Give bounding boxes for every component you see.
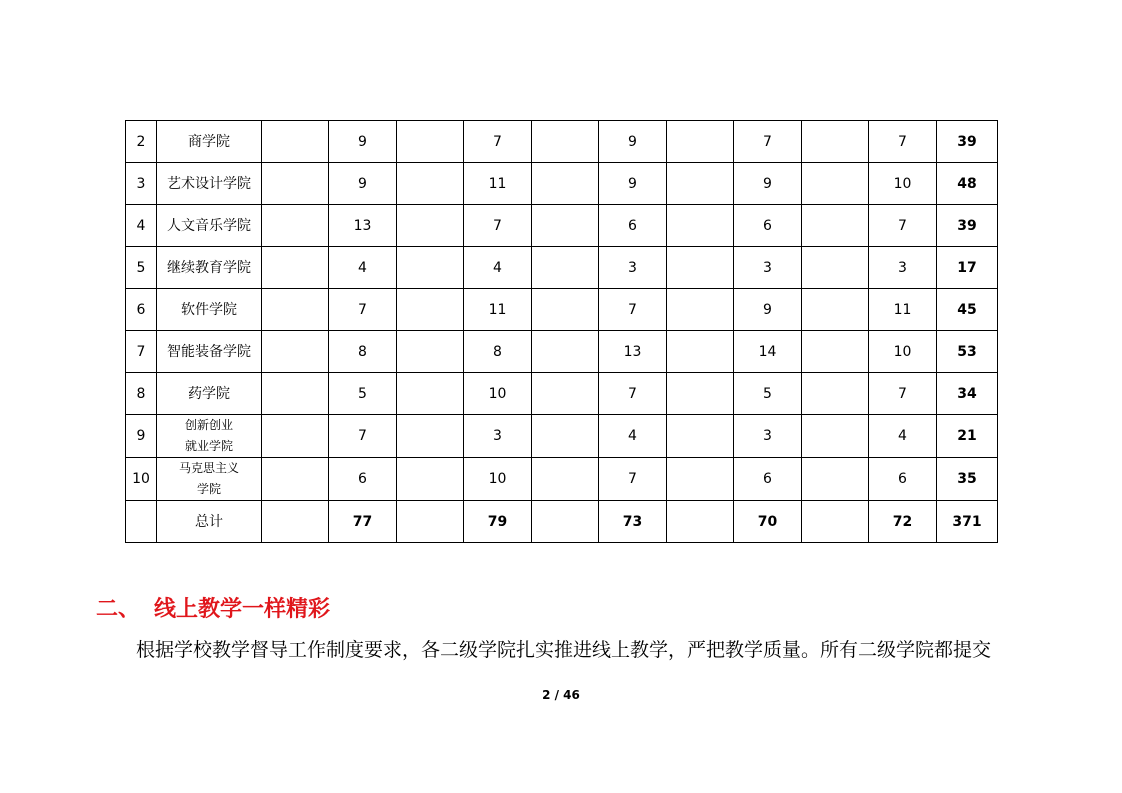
table-cell — [802, 331, 869, 373]
college-name — [157, 458, 262, 501]
table-cell — [262, 247, 329, 289]
table-cell — [532, 289, 599, 331]
section-heading — [96, 592, 330, 623]
row-total: 45 — [937, 289, 998, 331]
table-cell: 9 — [599, 163, 667, 205]
college-name: 智能装备学院 — [157, 331, 262, 373]
table-cell: 9 — [734, 163, 802, 205]
table-cell: 6 — [599, 205, 667, 247]
row-total: 53 — [937, 331, 998, 373]
table-cell: 6 — [734, 205, 802, 247]
table-cell — [532, 331, 599, 373]
table-cell — [532, 205, 599, 247]
college-name: 药学院 — [157, 373, 262, 415]
table-cell — [397, 205, 464, 247]
table-cell — [262, 373, 329, 415]
table-cell: 11 — [464, 289, 532, 331]
column-total: 73 — [599, 501, 667, 543]
table-cell — [397, 331, 464, 373]
table-row — [126, 373, 998, 415]
table-cell: 10 — [869, 331, 937, 373]
row-number: 2 — [126, 121, 157, 163]
table-cell — [397, 289, 464, 331]
table-cell — [262, 289, 329, 331]
table-cell — [802, 373, 869, 415]
college-name: 艺术设计学院 — [157, 163, 262, 205]
table-cell — [262, 121, 329, 163]
row-total: 17 — [937, 247, 998, 289]
table-cell — [397, 373, 464, 415]
college-name-line-1: 创新创业 — [184, 418, 233, 432]
table-row — [126, 247, 998, 289]
column-total: 79 — [464, 501, 532, 543]
table-cell: 13 — [599, 331, 667, 373]
row-total: 35 — [937, 458, 998, 501]
table-cell — [262, 458, 329, 501]
college-name-line-2: 学院 — [196, 482, 221, 496]
table-cell: 3 — [599, 247, 667, 289]
table-cell — [532, 373, 599, 415]
table-cell: 13 — [329, 205, 397, 247]
table-cell — [802, 121, 869, 163]
table-cell — [397, 458, 464, 501]
table-cell — [532, 501, 599, 543]
body-paragraph: 根据学校教学督导工作制度要求，各二级学院扎实推进线上教学，严把教学质量。所有二级学院都提交 — [136, 639, 992, 661]
table-cell — [397, 247, 464, 289]
table-cell: 9 — [599, 121, 667, 163]
column-total: 70 — [734, 501, 802, 543]
table-cell: 3 — [734, 247, 802, 289]
page-number: 2 / 46 — [542, 688, 580, 702]
table-cell — [802, 458, 869, 501]
table-cell — [667, 458, 734, 501]
table-row — [126, 289, 998, 331]
row-number: 9 — [126, 415, 157, 458]
table-cell: 9 — [734, 289, 802, 331]
table-cell: 3 — [464, 415, 532, 458]
table-row — [126, 163, 998, 205]
table-cell: 5 — [329, 373, 397, 415]
statistics-table — [125, 120, 998, 543]
college-name: 软件学院 — [157, 289, 262, 331]
table-cell — [802, 163, 869, 205]
section-number: 二、 — [96, 597, 141, 622]
table-cell — [667, 205, 734, 247]
college-name: 商学院 — [157, 121, 262, 163]
table-cell — [667, 373, 734, 415]
table-cell: 3 — [734, 415, 802, 458]
table-cell — [802, 501, 869, 543]
column-total: 77 — [329, 501, 397, 543]
table-cell: 11 — [464, 163, 532, 205]
row-number: 7 — [126, 331, 157, 373]
row-number — [126, 501, 157, 543]
table-cell: 5 — [734, 373, 802, 415]
college-name: 人文音乐学院 — [157, 205, 262, 247]
table-cell: 7 — [329, 289, 397, 331]
table-cell: 4 — [329, 247, 397, 289]
table-cell — [262, 415, 329, 458]
table-cell — [532, 121, 599, 163]
grand-total: 371 — [937, 501, 998, 543]
table-cell: 8 — [464, 331, 532, 373]
table-cell — [262, 501, 329, 543]
table-cell: 10 — [869, 163, 937, 205]
table-cell: 7 — [599, 458, 667, 501]
college-name-line-1: 马克思主义 — [178, 461, 239, 475]
table-cell: 11 — [869, 289, 937, 331]
row-number: 4 — [126, 205, 157, 247]
row-number: 8 — [126, 373, 157, 415]
table-cell — [532, 247, 599, 289]
table-cell: 6 — [734, 458, 802, 501]
table-cell: 7 — [869, 121, 937, 163]
table-cell: 9 — [329, 121, 397, 163]
table-cell — [532, 458, 599, 501]
table-cell — [802, 247, 869, 289]
table-cell — [667, 163, 734, 205]
table-cell: 10 — [464, 373, 532, 415]
table-row — [126, 415, 998, 458]
table-cell: 14 — [734, 331, 802, 373]
table-cell: 6 — [329, 458, 397, 501]
table-cell — [667, 501, 734, 543]
row-total: 21 — [937, 415, 998, 458]
table-cell — [397, 501, 464, 543]
table-cell — [802, 289, 869, 331]
table-cell: 4 — [599, 415, 667, 458]
row-number: 6 — [126, 289, 157, 331]
table-cell: 7 — [599, 373, 667, 415]
row-total: 34 — [937, 373, 998, 415]
table-cell — [667, 247, 734, 289]
table-cell: 9 — [329, 163, 397, 205]
section-title: 线上教学一样精彩 — [154, 597, 331, 622]
table-cell: 7 — [464, 121, 532, 163]
college-name — [157, 415, 262, 458]
table-row — [126, 205, 998, 247]
table-cell — [397, 163, 464, 205]
table-cell — [262, 163, 329, 205]
table-cell: 4 — [464, 247, 532, 289]
table-row — [126, 121, 998, 163]
table-cell — [667, 415, 734, 458]
table-cell — [802, 415, 869, 458]
total-label: 总计 — [157, 501, 262, 543]
row-total: 39 — [937, 205, 998, 247]
table-cell: 7 — [869, 205, 937, 247]
table-cell: 6 — [869, 458, 937, 501]
column-total: 72 — [869, 501, 937, 543]
table-cell: 4 — [869, 415, 937, 458]
table-cell — [532, 415, 599, 458]
table-cell — [397, 121, 464, 163]
row-number: 10 — [126, 458, 157, 501]
table-cell: 7 — [329, 415, 397, 458]
table-cell: 8 — [329, 331, 397, 373]
table-cell: 7 — [734, 121, 802, 163]
table-cell: 7 — [869, 373, 937, 415]
row-number: 3 — [126, 163, 157, 205]
table-cell: 7 — [599, 289, 667, 331]
college-name: 继续教育学院 — [157, 247, 262, 289]
table-cell — [667, 121, 734, 163]
total-row — [126, 501, 998, 543]
row-total: 48 — [937, 163, 998, 205]
row-total: 39 — [937, 121, 998, 163]
table-cell — [397, 415, 464, 458]
table-cell — [667, 289, 734, 331]
table-row — [126, 458, 998, 501]
table-cell — [262, 331, 329, 373]
table-cell: 10 — [464, 458, 532, 501]
table-cell — [802, 205, 869, 247]
table-cell: 3 — [869, 247, 937, 289]
college-name-line-2: 就业学院 — [184, 439, 233, 453]
table-row — [126, 331, 998, 373]
table-cell — [667, 331, 734, 373]
table-cell — [532, 163, 599, 205]
table-cell — [262, 205, 329, 247]
table-cell: 7 — [464, 205, 532, 247]
row-number: 5 — [126, 247, 157, 289]
